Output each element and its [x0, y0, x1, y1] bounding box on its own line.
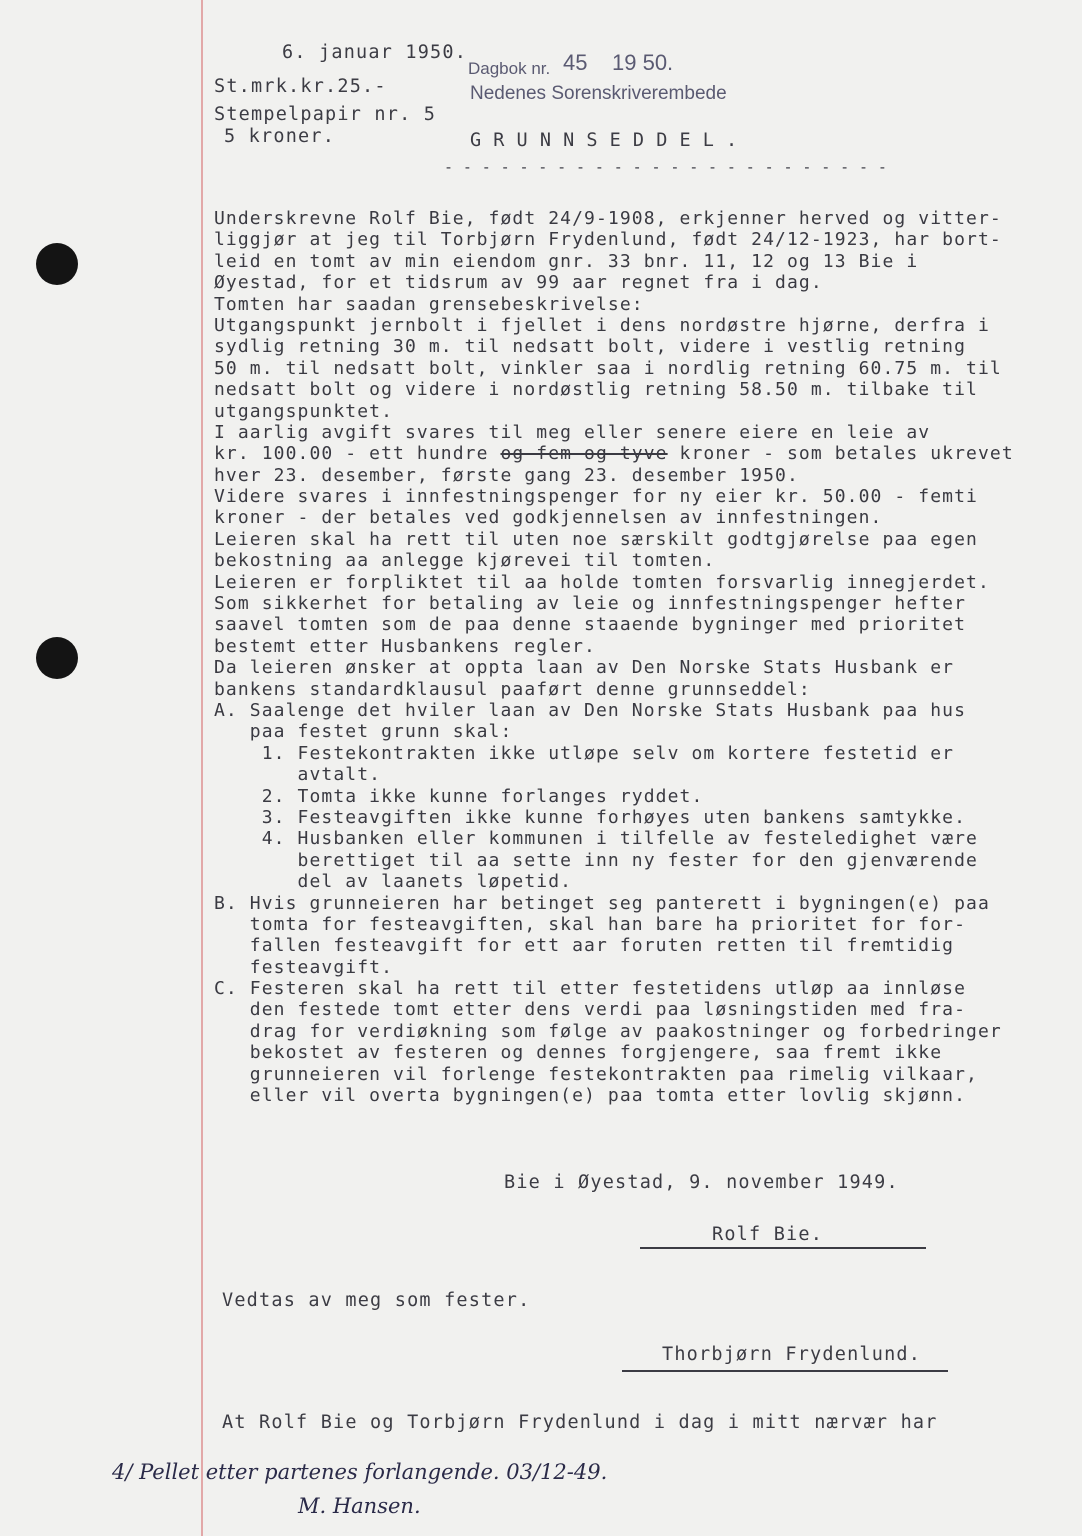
handwritten-note: 4/ Pellet etter partenes forlangende. 03/12-49. — [112, 1460, 608, 1484]
document-title: G R U N N S E D D E L . — [470, 130, 738, 151]
clause-a-2: 2. Tomta ikke kunne forlanges ryddet. — [214, 785, 704, 807]
body-line: I aarlig avgift svares til meg eller senere eiere en leie av — [214, 421, 931, 443]
body-line: bekostning aa anlegge kjørevei til tomten. — [214, 550, 716, 572]
stamp-value: 5 kroner. — [224, 126, 336, 147]
document-date: 6. januar 1950. — [282, 42, 468, 63]
signer1-name: Rolf Bie. — [712, 1224, 824, 1245]
body-line: bankens standardklausul paaført denne grunnseddel: — [214, 678, 811, 700]
body-line: bestemt etter Husbankens regler. — [214, 635, 596, 657]
body-line: Videre svares i innfestningspenger for ny eier kr. 50.00 - femti — [214, 486, 978, 508]
journal-year: 19 50. — [612, 50, 674, 75]
body-line: eller vil overta bygningen(e) paa tomta etter lovlig skjønn. — [214, 1085, 967, 1107]
body-line: 50 m. til nedsatt bolt, vinkler saa i nordlig retning 60.75 m. til — [214, 357, 1002, 379]
clause-b: B. Hvis grunneieren har betinget seg panterett i bygningen(e) paa — [214, 892, 990, 914]
body-line: sydlig retning 30 m. til nedsatt bolt, videre i vestlig retning — [214, 336, 967, 358]
clause-a-3: 3. Festeavgiften ikke kunne forhøyes uten bankens samtykke. — [214, 806, 967, 828]
margin-line — [201, 0, 203, 1536]
place-date: Bie i Øyestad, 9. november 1949. — [504, 1172, 899, 1193]
acceptance-text: Vedtas av meg som fester. — [222, 1290, 531, 1311]
witness-line: At Rolf Bie og Torbjørn Frydenlund i dag i mitt nærvær har — [222, 1412, 938, 1433]
body-line: Utgangspunkt jernbolt i fjellet i dens nordøstre hjørne, derfra i — [214, 314, 990, 336]
body-line: kroner - der betales ved godkjennelsen av innfestningen. — [214, 507, 883, 529]
stamp-paper: Stempelpapir nr. 5 — [214, 104, 437, 125]
clause-a-4: 4. Husbanken eller kommunen i tilfelle av festeledighet være — [214, 828, 978, 850]
body-line: Som sikkerhet for betaling av leie og innfestningspenger hefter — [214, 593, 967, 615]
body-line: fallen festeavgift for ett aar foruten retten til fremtidig — [214, 935, 955, 957]
rent-suffix: kroner - som betales ukrevet — [667, 443, 1014, 465]
stamp-duty: St.mrk.kr.25.- — [214, 76, 387, 97]
punch-hole-top — [36, 243, 78, 285]
body-line: Da leieren ønsker at oppta laan av Den Norske Stats Husbank er — [214, 657, 955, 679]
body-line: Tomten har saadan grensebeskrivelse: — [214, 293, 644, 315]
body-line: nedsatt bolt og videre i nordøstlig retning 58.50 m. tilbake til — [214, 379, 978, 401]
rent-prefix: kr. 100.00 - ett hundre — [214, 443, 501, 465]
handwritten-signature: M. Hansen. — [298, 1494, 421, 1518]
body-line: liggjør at jeg til Torbjørn Frydenlund, født 24/12-1923, har bort- — [214, 229, 1002, 251]
punch-hole-bottom — [36, 637, 78, 679]
office-stamp: Nedenes Sorenskriverembede — [470, 83, 727, 104]
body-line: avtalt. — [214, 764, 382, 786]
rent-line — [214, 443, 1064, 464]
journal-number: 45 — [563, 50, 588, 75]
body-line: bekostet av festeren og dennes forgjengere, saa fremt ikke — [214, 1042, 943, 1064]
body-line: saavel tomten som de paa denne staaende bygninger med prioritet — [214, 614, 967, 636]
body-line: Leieren skal ha rett til uten noe særskilt godtgjørelse paa egen — [214, 528, 978, 550]
body-line: paa festet grunn skal: — [214, 721, 513, 743]
body-line: berettiget til aa sette inn ny fester for den gjenværende — [214, 849, 978, 871]
journal-label: Dagbok nr. — [468, 59, 551, 78]
body-line: leid en tomt av min eiendom gnr. 33 bnr. 11, 12 og 13 Bie i — [214, 250, 919, 272]
signer2-name: Thorbjørn Frydenlund. — [662, 1344, 922, 1365]
title-underline: - - - - - - - - - - - - - - - - - - - - - - - - — [444, 158, 888, 176]
body-line: hver 23. desember, første gang 23. desember 1950. — [214, 464, 799, 486]
body-line: Underskrevne Rolf Bie, født 24/9-1908, erkjenner herved og vitter- — [214, 208, 1002, 229]
signature-line-1 — [640, 1247, 926, 1249]
clause-a: A. Saalenge det hviler laan av Den Norske Stats Husbank paa hus — [214, 699, 967, 721]
body-line: drag for verdiøkning som følge av paakostninger og forbedringer — [214, 1020, 1002, 1042]
body-line: utgangspunktet. — [214, 400, 394, 422]
body-line: den festede tomt etter dens verdi paa løsningstiden med fra- — [214, 999, 967, 1021]
signature-line-2 — [622, 1370, 948, 1372]
body-line: festeavgift. — [214, 956, 394, 978]
body-line: grunneieren vil forlenge festekontrakten paa rimelig vilkaar, — [214, 1063, 978, 1085]
body-text — [214, 208, 1064, 1106]
body-line: del av laanets løpetid. — [214, 871, 573, 893]
body-line: Leieren er forpliktet til aa holde tomten forsvarlig innegjerdet. — [214, 571, 990, 593]
body-line: tomta for festeavgiften, skal han bare ha prioritet for for- — [214, 913, 967, 935]
body-line: Øyestad, for et tidsrum av 99 aar regnet fra i dag. — [214, 272, 823, 294]
clause-a-1: 1. Festekontrakten ikke utløpe selv om kortere festetid er — [214, 742, 955, 764]
rent-struck-text: og fem og tyve — [500, 443, 668, 465]
clause-c: C. Festeren skal ha rett til etter festetidens utløp aa innløse — [214, 978, 967, 1000]
